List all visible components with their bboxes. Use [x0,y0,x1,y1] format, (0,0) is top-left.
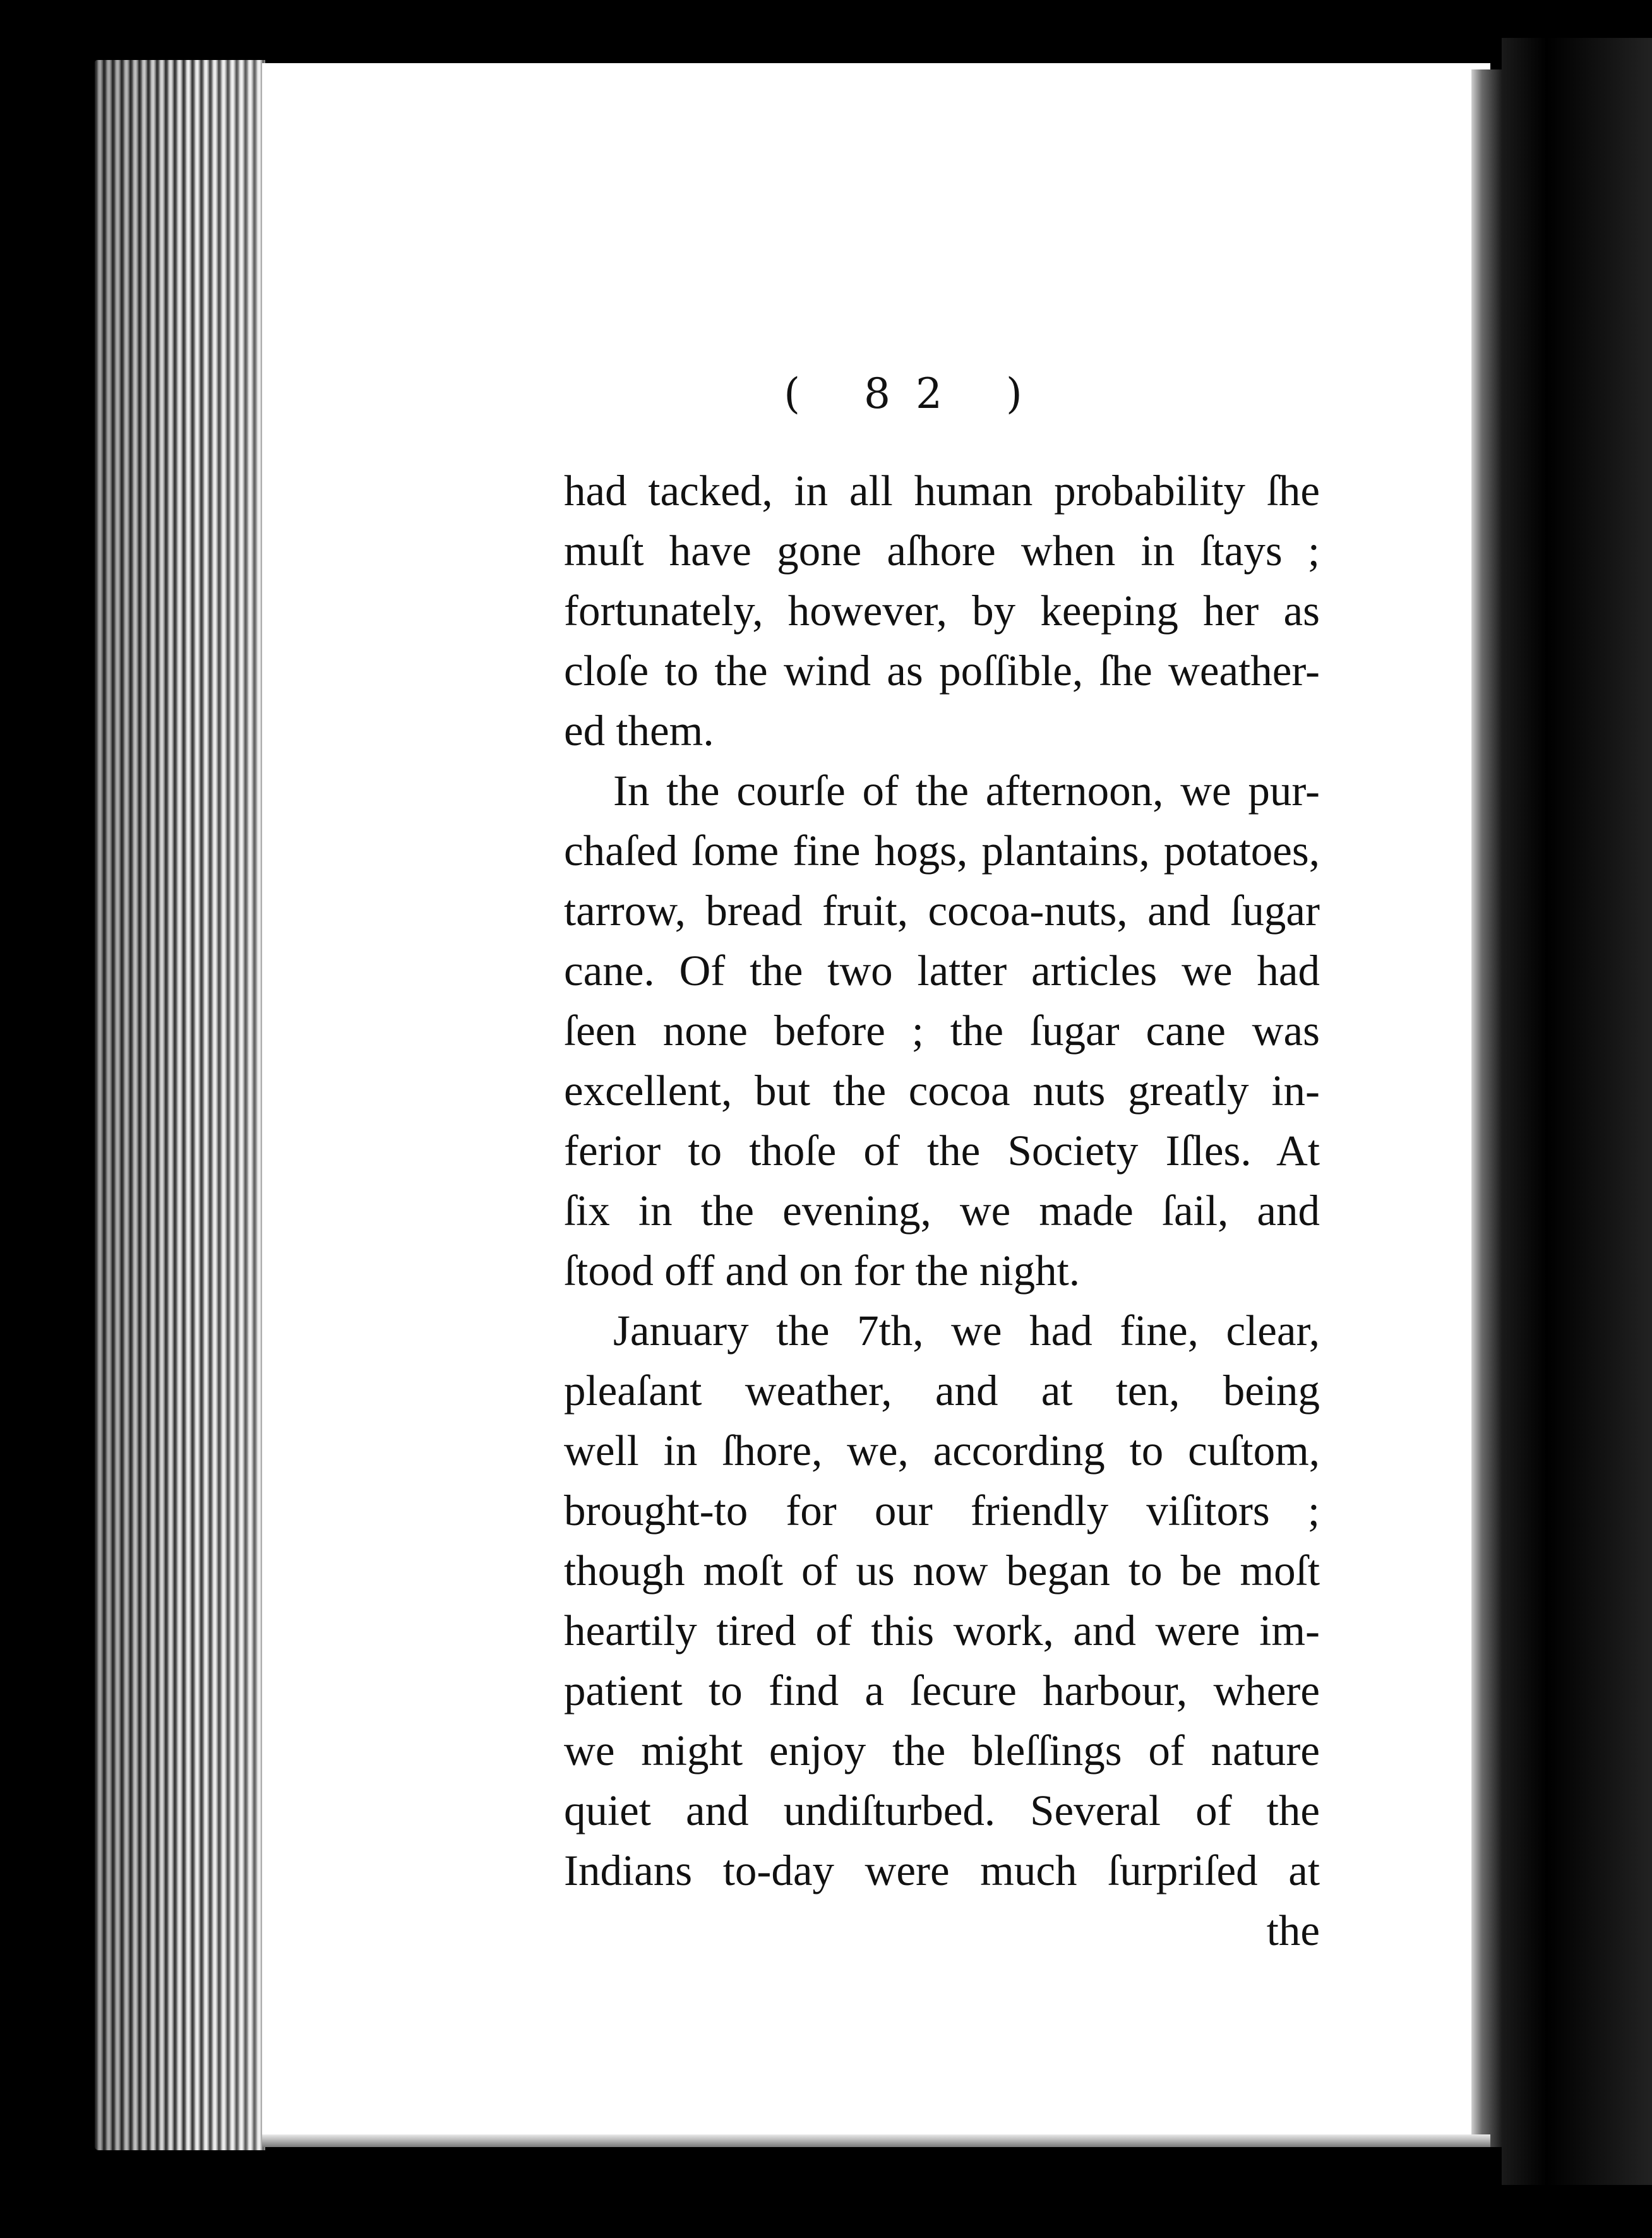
text-line: ſeen none before ; the ſugar cane was [564,1007,1320,1055]
text-line: Indians to-day were much ſurpriſed at [564,1846,1320,1894]
text-line: ferior to thoſe of the Society Iſles. At [564,1127,1320,1175]
text-line: we might enjoy the bleſſings of nature [564,1726,1320,1774]
page-number: ( 82 ) [784,369,1048,418]
text-line: ſix in the evening, we made ſail, and [564,1187,1320,1235]
text-line: ed them. [564,707,714,755]
text-line: patient to find a ſecure harbour, where [564,1667,1320,1714]
text-line: heartily tired of this work, and were im- [564,1607,1320,1655]
text-line: quiet and undiſturbed. Several of the [564,1786,1320,1834]
text-line: though moſt of us now began to be moſt [564,1547,1320,1595]
page-gutter-shadow [1471,69,1502,2147]
text-line: pleaſant weather, and at ten, being [564,1367,1320,1415]
text-line: ſtood off and on for the night. [564,1247,1080,1295]
catchword: the [1266,1906,1320,1954]
text-line: tarrow, bread fruit, cocoa-nuts, and ſugar [564,887,1320,935]
text-line: muſt have gone aſhore when in ſtays ; [564,527,1320,575]
body-text [564,461,1320,1961]
text-line: chaſed ſome fine hogs, plantains, potatoes, [564,827,1320,875]
book-page-edges [95,60,265,2150]
text-line: cane. Of the two latter articles we had [564,947,1320,995]
text-line: January the 7th, we had fine, clear, [613,1307,1320,1355]
text-line: excellent, but the cocoa nuts greatly in- [564,1067,1320,1115]
text-line: had tacked, in all human probability ſhe [564,467,1320,515]
text-line: brought-to for our friendly viſitors ; [564,1487,1320,1535]
page-bottom-edge [262,2134,1490,2147]
text-line: cloſe to the wind as poſſible, ſhe weather- [564,647,1320,695]
facing-page-edge [1502,38,1652,2185]
text-line: well in ſhore, we, according to cuſtom, [564,1427,1320,1475]
text-line: In the courſe of the afternoon, we pur- [613,767,1320,815]
text-line: fortunately, however, by keeping her as [564,587,1320,635]
